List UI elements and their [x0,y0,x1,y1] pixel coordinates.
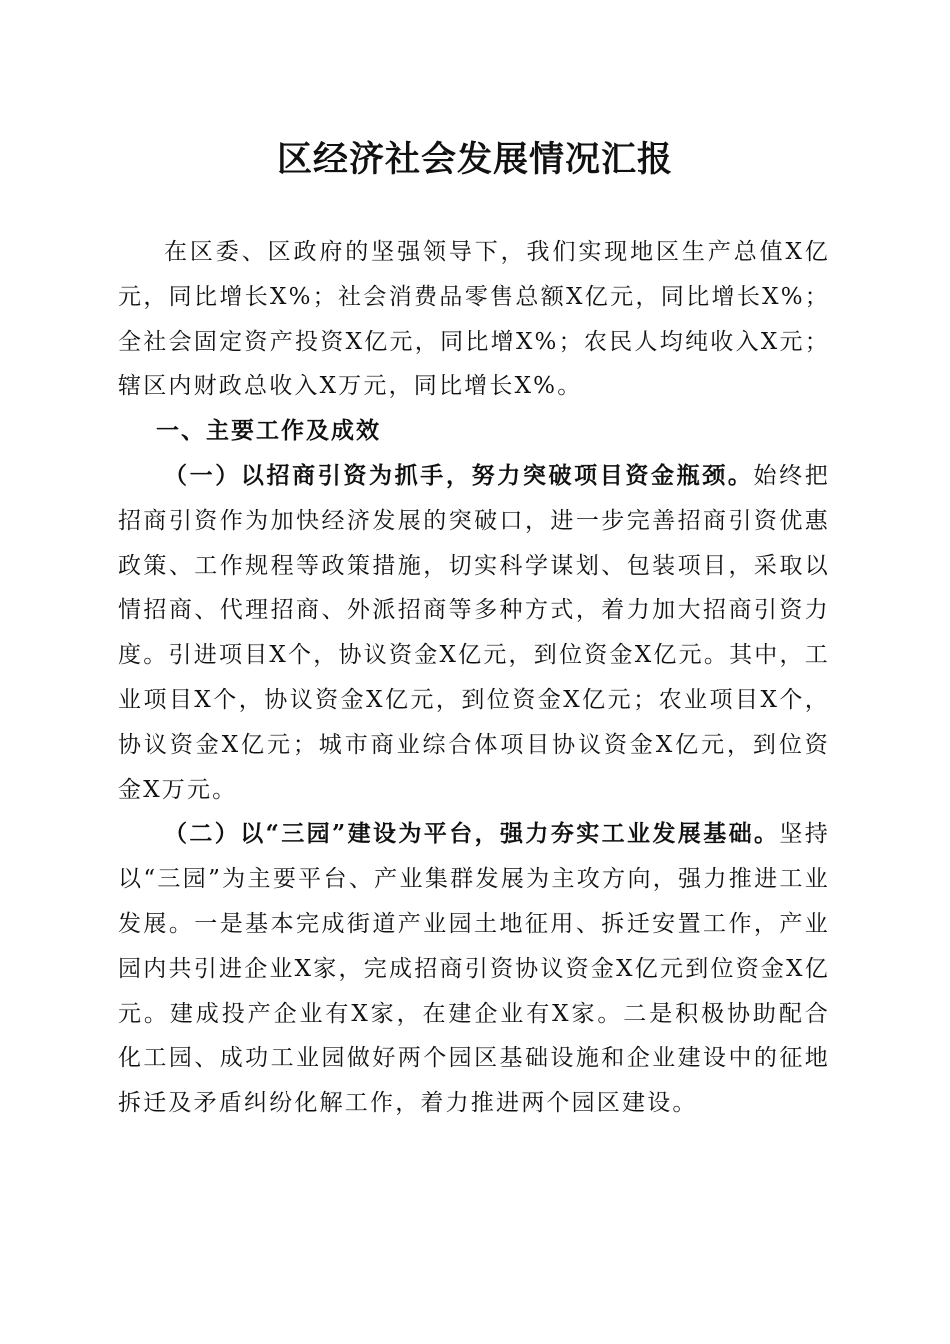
document-title: 区经济社会发展情况汇报 [276,140,673,180]
paragraph-investment-text: 始终把招商引资作为加快经济发展的突破口，进一步完善招商引资优惠政策、工作规程等政策措施，切实科学谋划、包装项目，采取以情招商、代理招商、外派招商等多种方式，着力加大招商引资力度。引进项目X个，协议资金X亿元，到位资金X亿元。其中，工业项目X个，协议资金X亿元，到位资金X亿元；农业项目X个，协议资金X亿元；城市商业综合体项目协议资金X亿元，到位资金X万元。 [118,462,830,803]
intro-paragraph: 在区委、区政府的坚强领导下，我们实现地区生产总值X亿元，同比增长X%；社会消费品零售总额X亿元，同比增长X%；全社会固定资产投资X亿元，同比增X%；农民人均纯收入X元；辖区内财政总收入X万元，同比增长X%。 [118,239,830,400]
paragraph-three-parks-lead: （二）以“三园”建设为平台，强力夯实工业发展基础。 [164,820,780,848]
paragraph-investment-lead: （一）以招商引资为抓手，努力突破项目资金瓶颈。 [164,461,754,489]
document-body [118,230,830,1126]
paragraph-three-parks [118,812,830,1126]
section-heading-main-work: 一、主要工作及成效 [156,418,381,445]
paragraph-investment [118,454,830,812]
paragraph-three-parks-text: 坚持以“三园”为主要平台、产业集群发展为主攻方向，强力推进工业发展。一是基本完成街道产业园土地征用、拆迁安置工作，产业园内共引进企业X家，完成招商引资协议资金X亿元到位资金X亿元。建成投产企业有X家，在建企业有X家。二是积极协助配合化工园、成功工业园做好两个园区基础设施和企业建设中的征地拆迁及矛盾纠纷化解工作，着力推进两个园区建设。 [118,821,830,1117]
